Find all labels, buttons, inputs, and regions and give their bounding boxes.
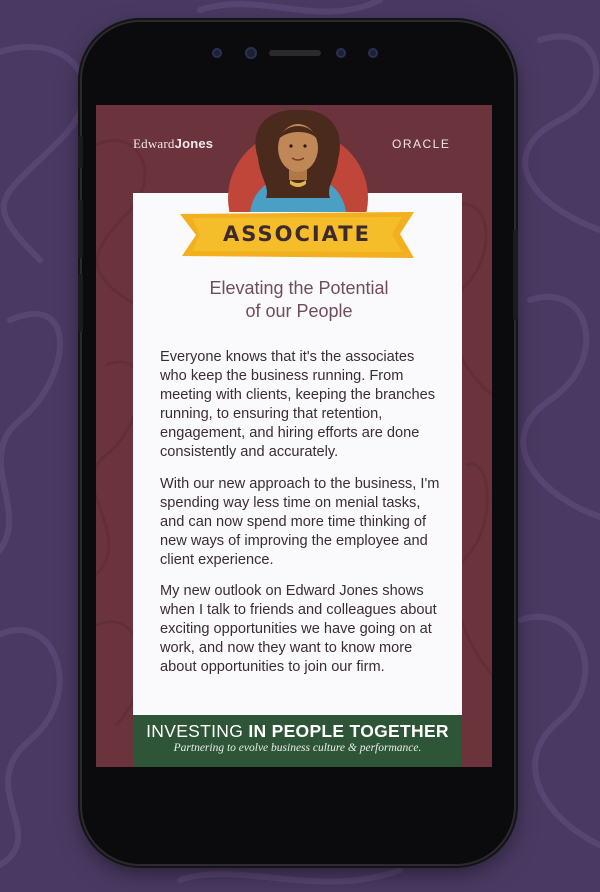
footer-title: INVESTING IN PEOPLE TOGETHER <box>146 721 449 741</box>
volume-up-button <box>78 200 83 258</box>
paragraph-3: My new outlook on Edward Jones shows when I talk to friends and colleagues about exciting opportunities we have going on at work, and now they want to know more about opportunities to join our firm. <box>160 583 437 675</box>
avatar-illustration <box>218 108 378 212</box>
sensor-icon <box>368 48 378 58</box>
front-camera-icon <box>245 47 257 59</box>
volume-down-button <box>78 274 83 332</box>
sensor-icon <box>336 48 346 58</box>
power-button <box>513 230 518 320</box>
oracle-logo: ORACLE <box>392 137 451 151</box>
role-label: ASSOCIATE <box>223 222 371 246</box>
paragraph-2: With our new approach to the business, I'm spending way less time on menial tasks, and can now spend more time thinking of new ways of improving the employee and client experience. <box>160 476 440 568</box>
front-camera-icon <box>212 48 222 58</box>
card-subtitle: Elevating the Potential of our People <box>209 278 389 321</box>
footer-tagline: Partnering to evolve business culture & performance. <box>173 742 422 754</box>
speaker-grille <box>269 50 321 56</box>
edward-jones-logo: EdwardJones <box>133 136 214 151</box>
paragraph-1: Everyone knows that it's the associates who keep the business running. From meeting with clients, keeping the branches running, to ensuring that retention, engagement, and hiring efforts are done consistently and accurately. <box>160 349 436 460</box>
mute-switch <box>78 136 83 168</box>
